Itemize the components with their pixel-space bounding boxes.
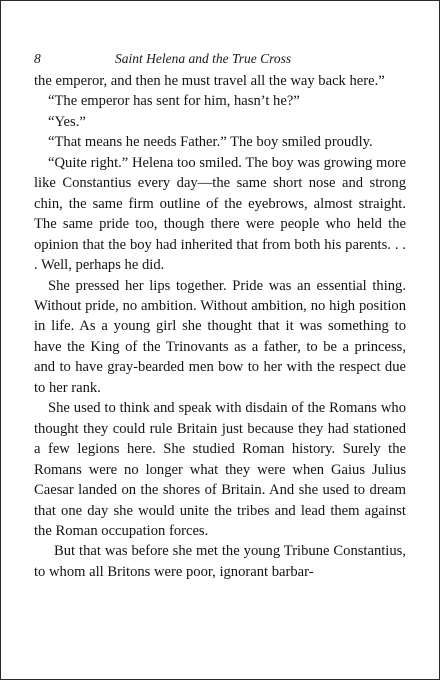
page-number: 8 bbox=[34, 51, 41, 66]
paragraph: “Quite right.” Helena too smiled. The boy was growing more like Constantius every day—the same short nose and strong chin, the same firm outline of the eyebrows, almost straight. The same pride too, though there were people who held the opinion that the boy had inherited that from both his parents. . . . Well, perhaps he did. bbox=[34, 154, 406, 274]
paragraph: “That means he needs Father.” The boy smiled proudly. bbox=[48, 134, 373, 151]
paragraph-continuation: the emperor, and then he must travel all the way back here.” bbox=[34, 73, 385, 89]
running-head bbox=[34, 51, 406, 69]
running-title: Saint Helena and the True Cross bbox=[115, 51, 292, 66]
paragraph: But that was before she met the young Tribune Constantius, to whom all Britons were poor, ignorant barbar- bbox=[34, 543, 406, 580]
paragraph: “Yes.” bbox=[48, 113, 86, 130]
paragraph: She used to think and speak with disdain of the Romans who thought they could rule Britain just because they had stationed a few legions here. She studied Roman history. Surely the Romans were no longer what they were when Gaius Julius Caesar landed on the shores of Britain. And she used to dream that one day she would unite the tribes and lead them against the Roman occupation forces. bbox=[34, 400, 406, 539]
paragraph: “The emperor has sent for him, hasn’t he?” bbox=[48, 93, 300, 110]
body-text bbox=[34, 71, 406, 582]
paragraph: She pressed her lips together. Pride was an essential thing. Without pride, no ambition. Without ambition, no high position in life. As a young girl she thought that it was something to have the King of the Trinovants as a father, to be a princess, and to have gray-bearded men bow to her with the respect due to her rank. bbox=[34, 277, 406, 396]
